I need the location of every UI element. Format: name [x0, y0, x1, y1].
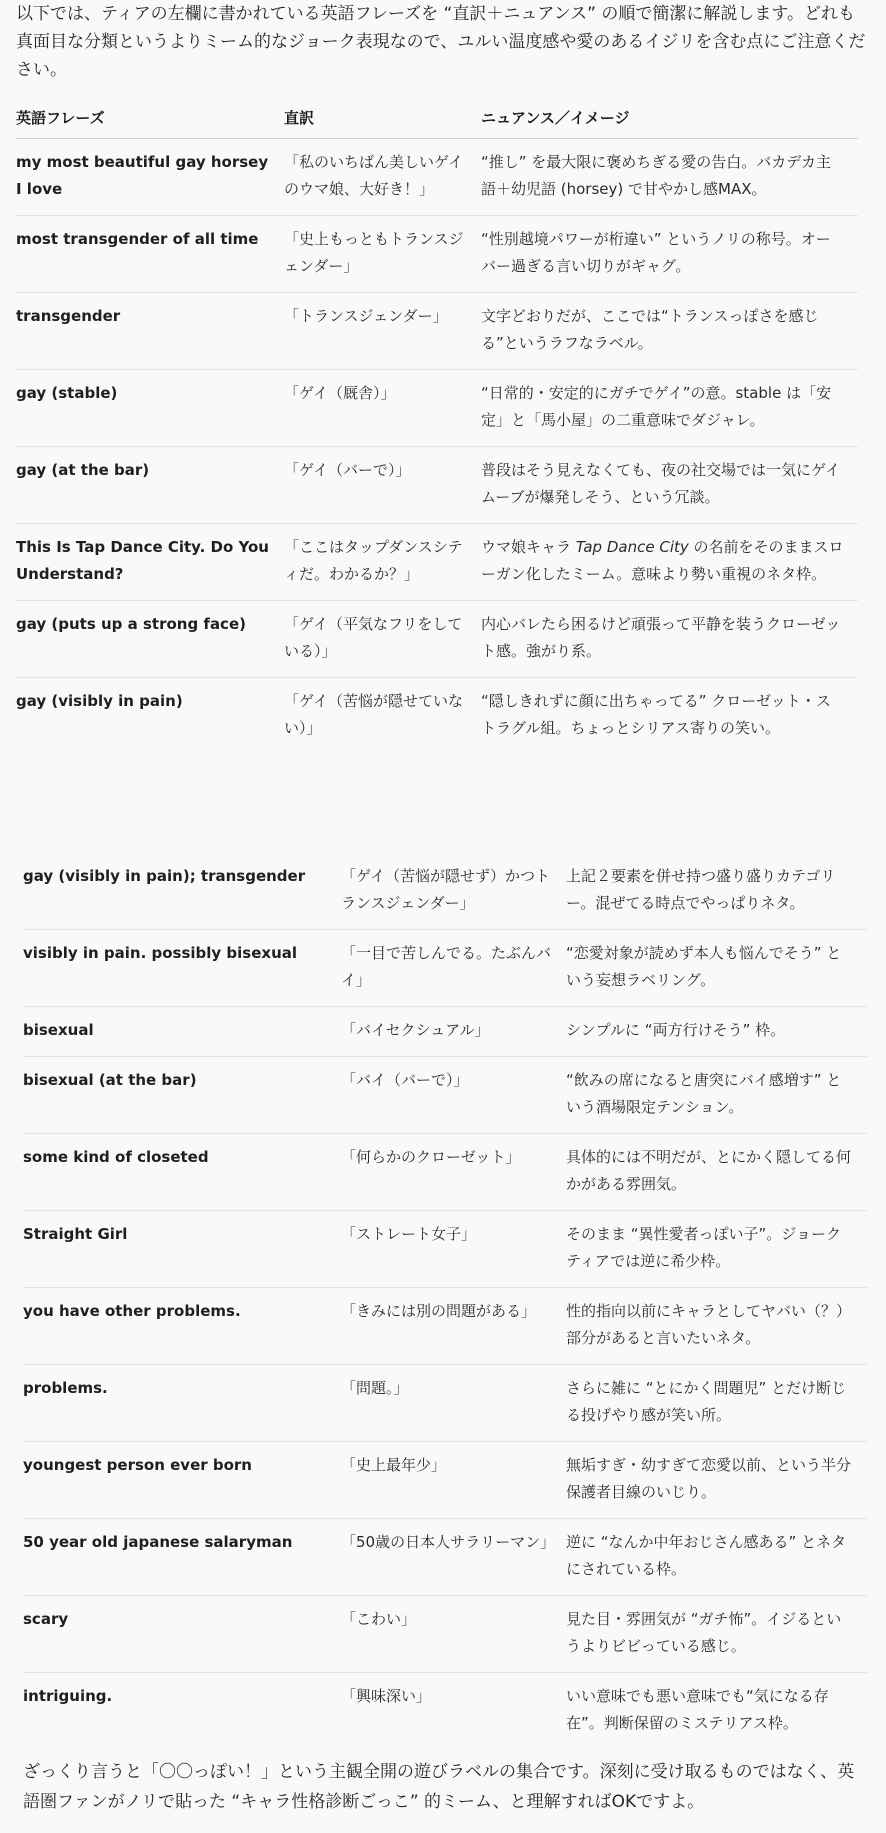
nuance-cell: そのまま “異性愛者っぽい子”。ジョークティアでは逆に希少枠。: [566, 1211, 867, 1288]
literal-cell: 「ここはタップダンスシティだ。わかるか？」: [284, 524, 481, 601]
phrase-table-bottom: [23, 853, 867, 1749]
table-row: [23, 853, 867, 930]
nuance-text-post: の名前をそのままスローガン化したミーム。意味より勢い重視のネタ枠。: [481, 538, 844, 583]
nuance-cell: 具体的には不明だが、とにかく隠してる何かがある雰囲気。: [566, 1134, 867, 1211]
table-row: [23, 1057, 867, 1134]
phrase-cell: some kind of closeted: [23, 1134, 341, 1211]
literal-cell: 「問題。」: [341, 1365, 566, 1442]
literal-cell: 「何らかのクローゼット」: [341, 1134, 566, 1211]
phrase-table-top: [16, 99, 858, 754]
phrase-cell: This Is Tap Dance City. Do You Understand?: [16, 524, 284, 601]
phrase-cell: problems.: [23, 1365, 341, 1442]
table-row: [23, 1673, 867, 1750]
nuance-cell: さらに雑に “とにかく問題児” とだけ断じる投げやり感が笑い所。: [566, 1365, 867, 1442]
phrase-cell: most transgender of all time: [16, 216, 284, 293]
table-header-row: [16, 99, 858, 139]
table-row: [16, 601, 858, 678]
nuance-cell: 逆に “なんか中年おじさん感ある” とネタにされている枠。: [566, 1519, 867, 1596]
literal-cell: 「50歳の日本人サラリーマン」: [341, 1519, 566, 1596]
nuance-cell: “恋愛対象が読めず本人も悩んでそう” という妄想ラベリング。: [566, 930, 867, 1007]
nuance-cell: “性別越境パワーが桁違い” というノリの称号。オーバー過ぎる言い切りがギャグ。: [481, 216, 858, 293]
literal-cell: 「一目で苦しんでる。たぶんバイ」: [341, 930, 566, 1007]
nuance-cell: “隠しきれずに顔に出ちゃってる” クローゼット・ストラグル組。ちょっとシリアス寄りの笑い。: [481, 692, 831, 737]
table-row: [23, 1365, 867, 1442]
phrase-cell: youngest person ever born: [23, 1442, 341, 1519]
table-row: [23, 1442, 867, 1519]
literal-cell: 「ゲイ（苦悩が隠せず）かつトランスジェンダー」: [341, 853, 566, 930]
table-row: [23, 1519, 867, 1596]
table-row: [16, 524, 858, 601]
literal-cell: 「興味深い」: [341, 1687, 432, 1705]
literal-cell: 「バイセクシュアル」: [341, 1007, 566, 1057]
table-row: [16, 293, 858, 370]
header-nuance: ニュアンス／イメージ: [481, 99, 858, 139]
nuance-cell: 内心バレたら困るけど頑張って平静を装うクローゼット感。強がり系。: [481, 601, 858, 678]
nuance-cell: いい意味でも悪い意味でも“気になる存在”。判断保留のミステリアス枠。: [566, 1687, 829, 1732]
summary-paragraph: ざっくり言うと「〇〇っぽい！」という主観全開の遊びラベルの集合です。深刻に受け取るものではなく、英語圏ファンがノリで貼った “キャラ性格診断ごっこ” 的ミーム、と理解すればOKですよ。: [23, 1762, 855, 1812]
phrase-cell: transgender: [16, 293, 284, 370]
table-row: [23, 1596, 867, 1673]
literal-cell: 「史上もっともトランスジェンダー」: [284, 216, 481, 293]
phrase-cell: 50 year old japanese salaryman: [23, 1519, 341, 1596]
table-row: [16, 447, 858, 524]
header-phrase: 英語フレーズ: [16, 99, 284, 139]
nuance-text-pre: ウマ娘キャラ: [481, 538, 576, 556]
phrase-cell: bisexual (at the bar): [23, 1057, 341, 1134]
table-row: [23, 930, 867, 1007]
literal-cell: 「こわい」: [341, 1596, 566, 1673]
phrase-cell: Straight Girl: [23, 1211, 341, 1288]
nuance-cell: “推し” を最大限に褒めちぎる愛の告白。バカデカ主語＋幼児語 (horsey) で甘やかし感MAX。: [481, 139, 858, 216]
nuance-cell: 見た目・雰囲気が “ガチ怖”。イジるというよりビビっている感じ。: [566, 1596, 867, 1673]
phrase-cell: gay (visibly in pain); transgender: [23, 853, 341, 930]
nuance-cell: “飲みの席になると唐突にバイ感増す” という酒場限定テンション。: [566, 1057, 867, 1134]
nuance-cell: “日常的・安定的にガチでゲイ”の意。stable は「安定」と「馬小屋」の二重意味でダジャレ。: [481, 370, 858, 447]
phrase-cell: gay (at the bar): [16, 447, 284, 524]
phrase-cell: visibly in pain. possibly bisexual: [23, 930, 341, 1007]
table-row: [23, 1288, 867, 1365]
table-row: [16, 678, 858, 755]
table-row: [23, 1134, 867, 1211]
phrase-cell: gay (stable): [16, 370, 284, 447]
literal-cell: 「ゲイ（バーで）」: [284, 447, 481, 524]
phrase-cell: my most beautiful gay horsey I love: [16, 139, 284, 216]
nuance-cell: 上記２要素を併せ持つ盛り盛りカテゴリー。混ぜてる時点でやっぱりネタ。: [566, 853, 867, 930]
literal-cell: 「ゲイ（苦悩が隠せていない）」: [284, 692, 463, 737]
table-row: [16, 370, 858, 447]
literal-cell: 「きみには別の問題がある」: [341, 1288, 566, 1365]
table-row: [16, 139, 858, 216]
phrase-cell: gay (puts up a strong face): [16, 601, 284, 678]
literal-cell: 「バイ（バーで）」: [341, 1057, 566, 1134]
nuance-cell: シンプルに “両方行けそう” 枠。: [566, 1007, 867, 1057]
phrase-cell: you have other problems.: [23, 1288, 341, 1365]
literal-cell: 「私のいちばん美しいゲイのウマ娘、大好き！」: [284, 139, 481, 216]
nuance-cell: 性的指向以前にキャラとしてヤバい（？）部分があると言いたいネタ。: [566, 1288, 867, 1365]
phrase-cell: bisexual: [23, 1007, 341, 1057]
nuance-cell: [481, 524, 858, 601]
phrase-cell: scary: [23, 1596, 341, 1673]
literal-cell: 「トランスジェンダー」: [284, 293, 481, 370]
table-row: [23, 1007, 867, 1057]
literal-cell: 「ゲイ（平気なフリをしている）」: [284, 601, 481, 678]
literal-cell: 「ストレート女子」: [341, 1211, 566, 1288]
phrase-cell: intriguing.: [23, 1687, 113, 1705]
nuance-cell: 文字どおりだが、ここでは“トランスっぽさを感じる”というラフなラベル。: [481, 293, 858, 370]
nuance-cell: 無垢すぎ・幼すぎて恋愛以前、という半分保護者目線のいじり。: [566, 1442, 867, 1519]
nuance-text-emphasis: Tap Dance City: [575, 538, 689, 556]
literal-cell: 「史上最年少」: [341, 1442, 566, 1519]
header-literal: 直訳: [284, 99, 481, 139]
literal-cell: 「ゲイ（厩舎）」: [284, 370, 481, 447]
phrase-cell: gay (visibly in pain): [16, 692, 183, 710]
table-row: [23, 1211, 867, 1288]
intro-paragraph: 以下では、ティアの左欄に書かれている英語フレーズを “直訳＋ニュアンス” の順で簡潔に解説します。どれも真面目な分類というよりミーム的なジョーク表現なので、ユルい温度感や愛のあるイジリを含む点にご注意ください。: [16, 4, 866, 80]
nuance-cell: 普段はそう見えなくても、夜の社交場では一気にゲイムーブが爆発しそう、という冗談。: [481, 447, 858, 524]
table-row: [16, 216, 858, 293]
